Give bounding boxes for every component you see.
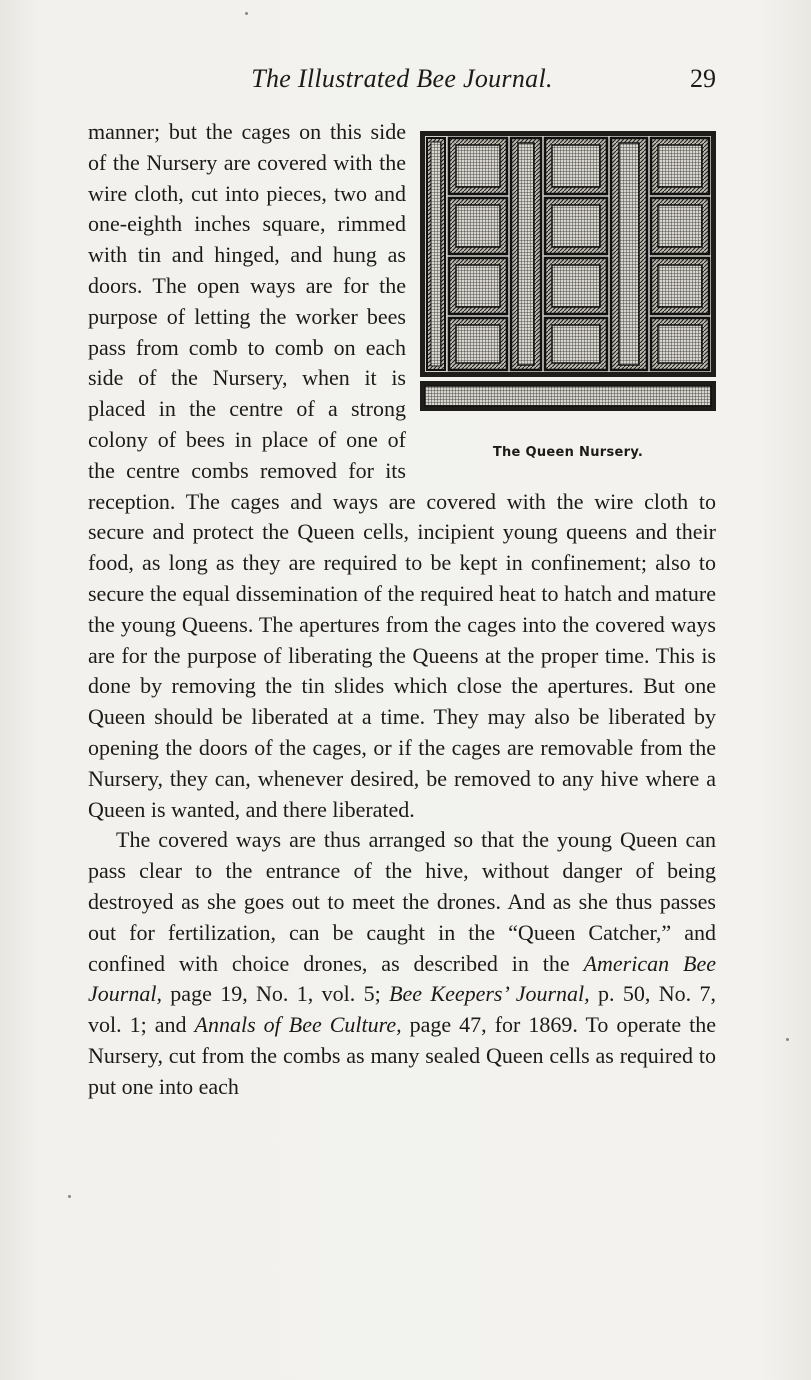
- paragraph-2: [88, 825, 716, 1102]
- citation-bee-keepers-journal: Bee Keepers’ Journal,: [389, 981, 590, 1007]
- body-text: [88, 117, 716, 1103]
- page-header: [88, 64, 716, 98]
- paragraph-2-text-4: page 47, for 1869. To operate the Nursery, cut from the combs as many sealed Queen cells as required to put one into each: [88, 1012, 716, 1099]
- queen-nursery-illustration: [416, 123, 720, 435]
- paper-speck: [245, 12, 248, 15]
- paper-speck: [786, 1038, 789, 1041]
- paragraph-2-text-3: p. 50, No. 7, vol. 1; and: [88, 981, 716, 1038]
- paragraph-1-text: manner; but the cages on this side of the Nursery are covered with the wire cloth, cut into pieces, two and one-eighth inches square, rimmed with tin and hinged, and hung as doors. The open ways are for the purpose of letting the worker bees pass from comb to comb on each side of the Nursery, when it is placed in the centre of a strong colony of bees in place of one of the centre combs removed for its reception. The cages and ways are covered with the wire cloth to secure and protect the Queen cells, incipient young queens and their food, as long as they are required to be kept in confinement; also to secure the equal dissemination of the required heat to hatch and mature the young Queens. The apertures from the cages into the covered ways are for the purpose of liberating the Queens at the proper time. This is done by removing the tin slides which close the apertures. But one Queen should be liberated at a time. They may also be liberated by opening the doors of the cages, or if the cages are removable from the Nursery, they can, whenever desired, be removed to any hive where a Queen is wanted, and there liberated.: [88, 119, 716, 822]
- citation-annals-of-bee-culture: Annals of Bee Culture,: [194, 1012, 402, 1038]
- paper-speck: [68, 1195, 71, 1198]
- citation-american-bee-journal: American Bee Journal,: [88, 950, 717, 1007]
- paragraph-1: [88, 117, 716, 825]
- running-title: The Illustrated Bee Journal.: [251, 64, 553, 93]
- figure-caption: The Queen Nursery.: [492, 445, 644, 460]
- page-number: 29: [690, 64, 716, 93]
- paragraph-2-text-1: The covered ways are thus arranged so that the young Queen can pass clear to the entrance of the hive, without danger of being destroyed as she goes out to meet the drones. And as she thus passes out for fertilization, can be caught in the “Queen Catcher,” and confined with choice drones, as described in the: [88, 827, 716, 976]
- paragraph-2-text-2: page 19, No. 1, vol. 5;: [161, 981, 390, 1007]
- queen-nursery-figure: [416, 123, 720, 467]
